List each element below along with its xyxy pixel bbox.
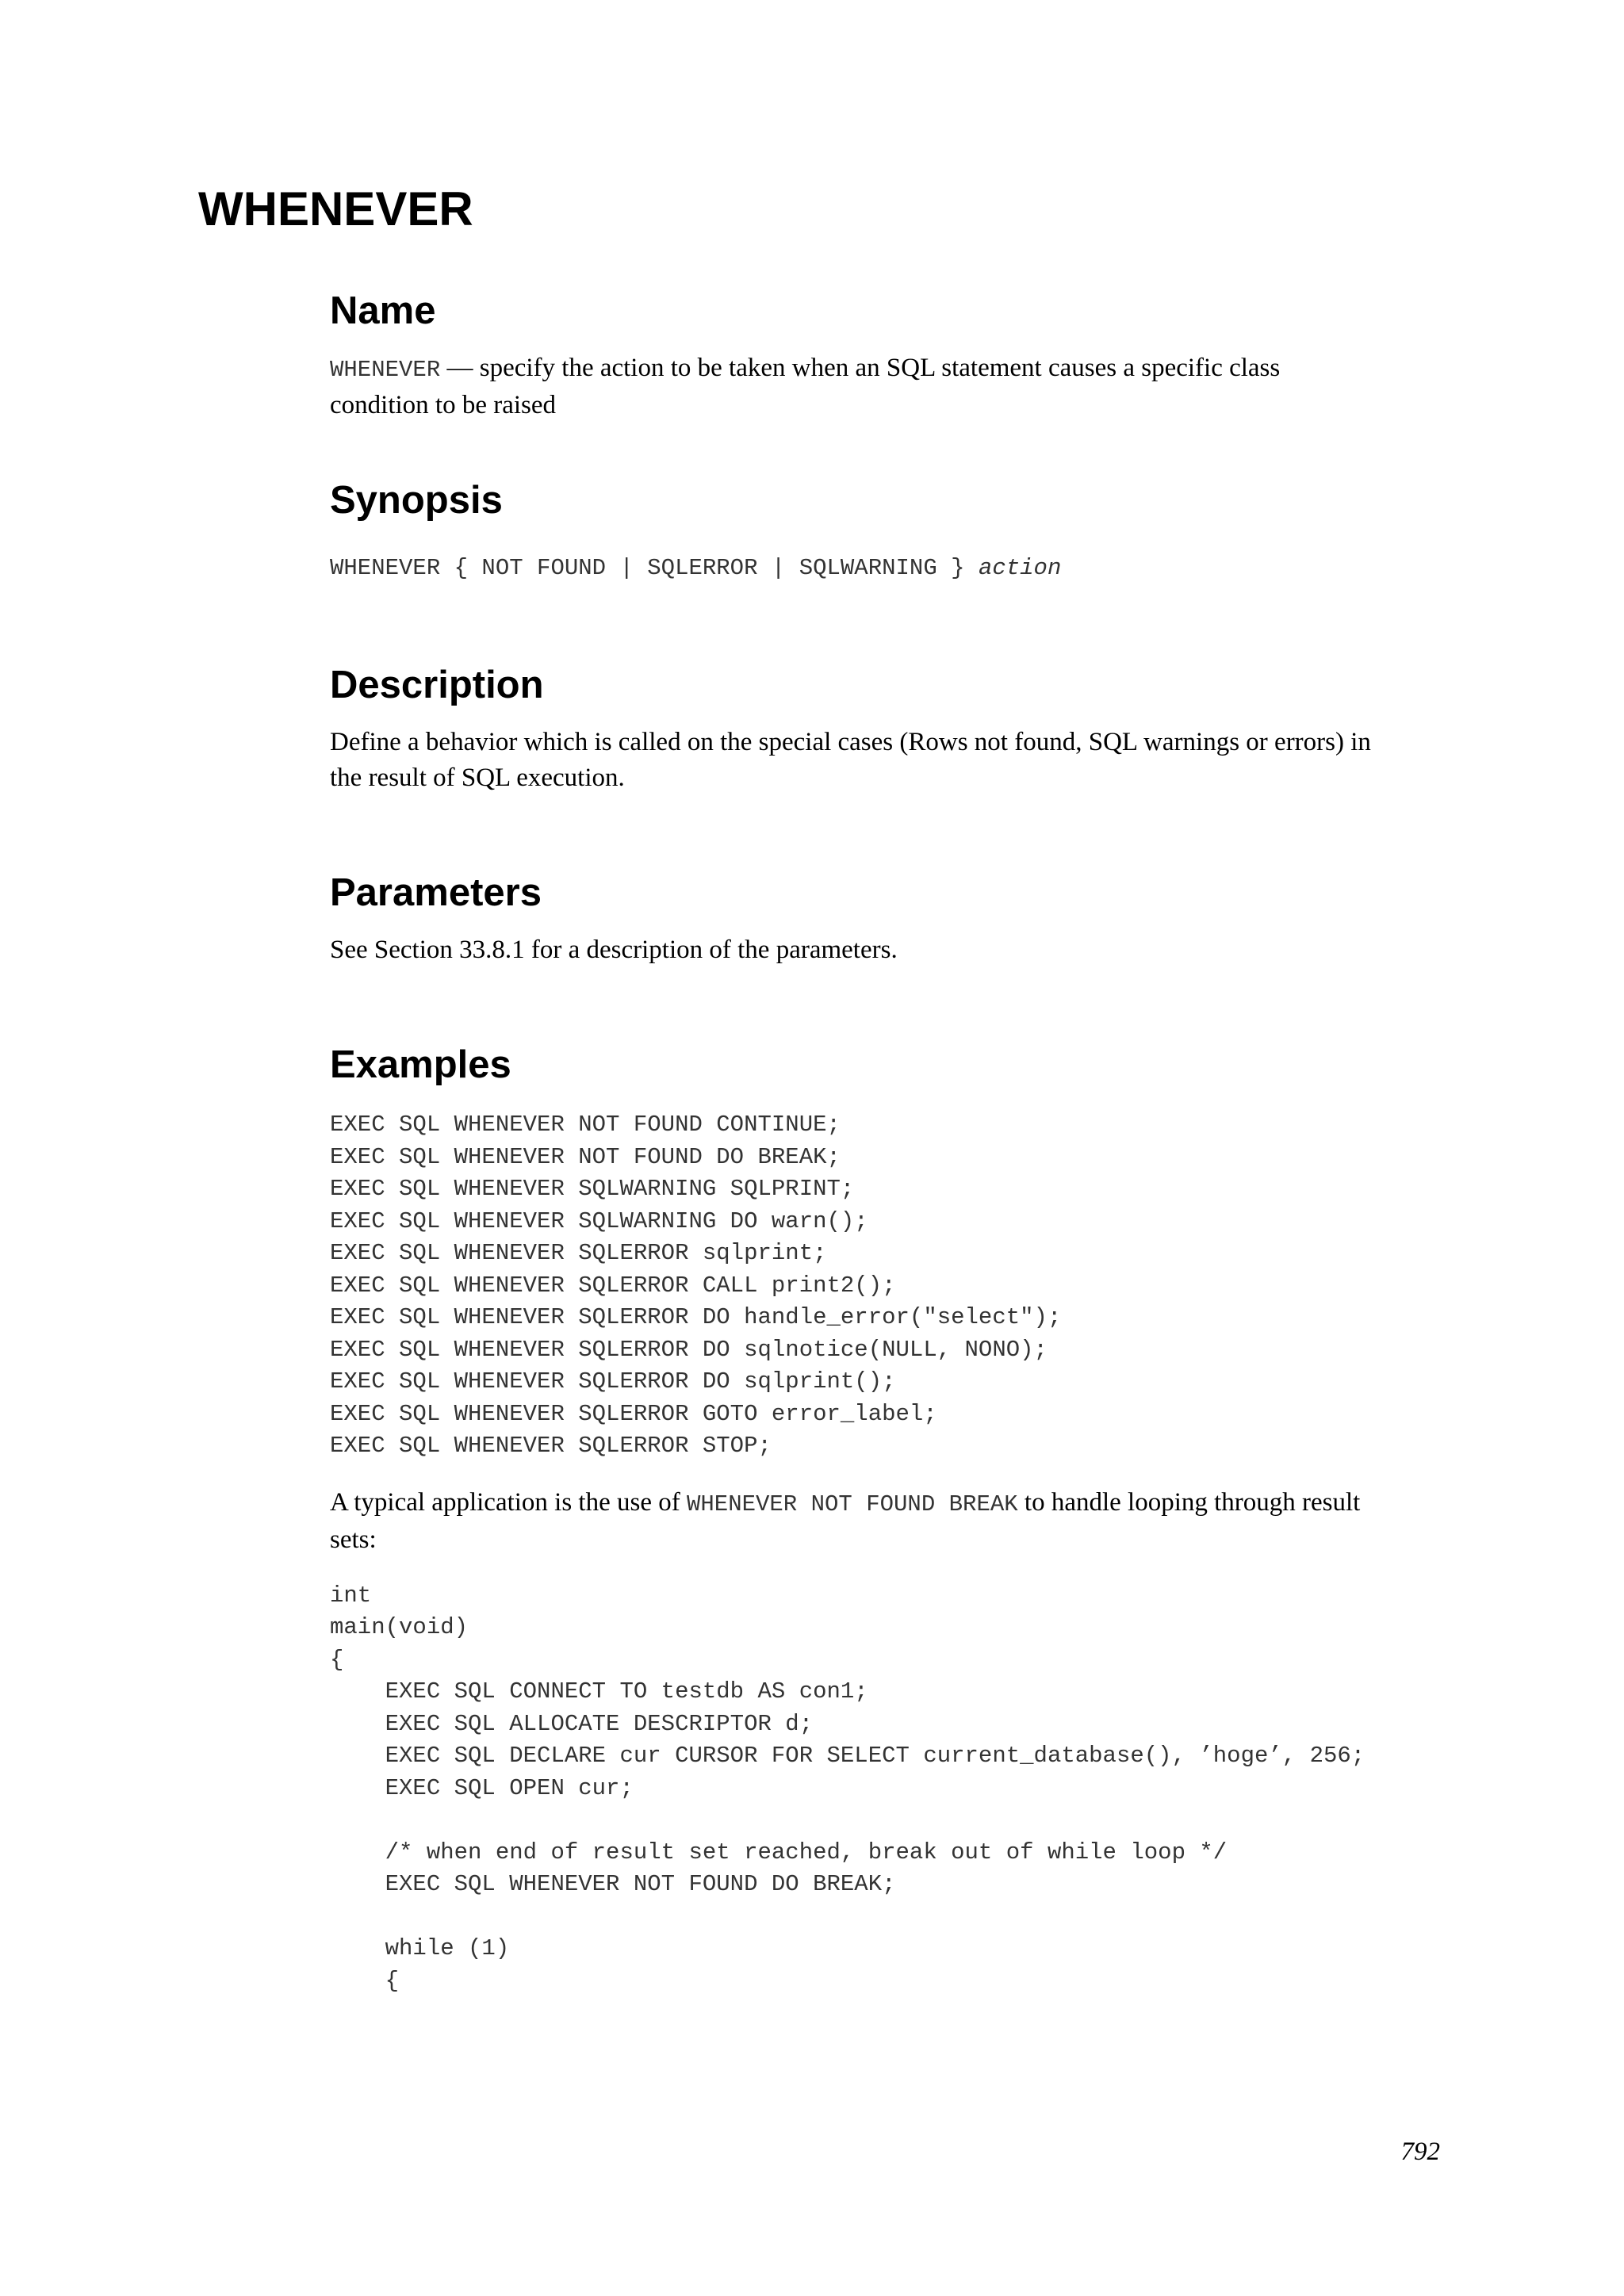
description-text <box>330 725 1440 796</box>
typical-suffix: to handle looping through result <box>1017 1487 1361 1517</box>
code-line: while (1) <box>330 1935 510 1961</box>
code-line: EXEC SQL WHENEVER SQLWARNING DO warn(); <box>330 1207 868 1234</box>
examples-heading: Examples <box>330 1043 511 1086</box>
page-title: WHENEVER <box>198 182 473 235</box>
description-line2: the result of SQL execution. <box>330 763 625 792</box>
example-code-2 <box>330 1580 1440 1998</box>
typical-code: WHENEVER NOT FOUND BREAK <box>686 1490 1018 1517</box>
code-line <box>330 1804 1440 1837</box>
typical-prefix: A typical application is the use of <box>330 1487 687 1517</box>
name-text-line1: specify the action to be taken when an SQL statement causes a specific class <box>479 354 1281 382</box>
code-line: EXEC SQL WHENEVER NOT FOUND CONTINUE; <box>330 1112 841 1138</box>
content <box>330 287 1440 1997</box>
code-line: EXEC SQL WHENEVER SQLERROR CALL print2(); <box>330 1272 896 1299</box>
page-number: 792 <box>1400 2137 1440 2166</box>
parameters-heading: Parameters <box>330 871 542 914</box>
code-line: EXEC SQL WHENEVER SQLERROR DO sqlprint(); <box>330 1368 896 1395</box>
code-line: EXEC SQL DECLARE cur CURSOR FOR SELECT current_database(), ’hoge’, 256; <box>330 1743 1365 1769</box>
synopsis-placeholder: action <box>978 555 1062 581</box>
synopsis-syntax <box>330 553 1440 584</box>
code-line: { <box>330 1646 344 1673</box>
code-line: EXEC SQL WHENEVER NOT FOUND DO BREAK; <box>330 1871 896 1897</box>
description-heading: Description <box>330 664 544 706</box>
code-line: /* when end of result set reached, break out of while loop */ <box>330 1839 1228 1866</box>
name-separator: — <box>440 354 480 382</box>
code-line: EXEC SQL WHENEVER SQLWARNING SQLPRINT; <box>330 1176 855 1202</box>
synopsis-heading: Synopsis <box>330 479 503 522</box>
code-line: EXEC SQL WHENEVER SQLERROR sqlprint; <box>330 1240 827 1266</box>
code-line: int <box>330 1582 372 1609</box>
code-line: EXEC SQL ALLOCATE DESCRIPTOR d; <box>330 1710 814 1737</box>
example-code-1 <box>330 1109 1440 1463</box>
code-line: EXEC SQL WHENEVER SQLERROR STOP; <box>330 1433 772 1459</box>
typical-application-text <box>330 1485 1440 1558</box>
name-text <box>330 350 1440 423</box>
code-line: EXEC SQL CONNECT TO testdb AS con1; <box>330 1678 868 1705</box>
typical-line2: sets: <box>330 1525 377 1554</box>
name-heading: Name <box>330 289 436 332</box>
code-line: { <box>330 1967 400 1994</box>
code-line: EXEC SQL WHENEVER SQLERROR DO sqlnotice(NULL, NONO); <box>330 1336 1048 1363</box>
code-line <box>330 1901 1440 1934</box>
parameters-text: See Section 33.8.1 for a description of the parameters. <box>330 936 898 964</box>
code-line: EXEC SQL OPEN cur; <box>330 1774 634 1801</box>
name-text-line2: condition to be raised <box>330 391 557 419</box>
name-command: WHENEVER <box>330 357 441 383</box>
code-line: main(void) <box>330 1614 469 1640</box>
description-line1: Define a behavior which is called on the special cases (Rows not found, SQL warnings or errors) in <box>330 728 1371 756</box>
synopsis-syntax-text: WHENEVER { NOT FOUND | SQLERROR | SQLWARNING } <box>330 555 979 581</box>
code-line: EXEC SQL WHENEVER NOT FOUND DO BREAK; <box>330 1143 841 1170</box>
code-line: EXEC SQL WHENEVER SQLERROR DO handle_error("select"); <box>330 1304 1062 1330</box>
code-line: EXEC SQL WHENEVER SQLERROR GOTO error_label; <box>330 1400 937 1427</box>
